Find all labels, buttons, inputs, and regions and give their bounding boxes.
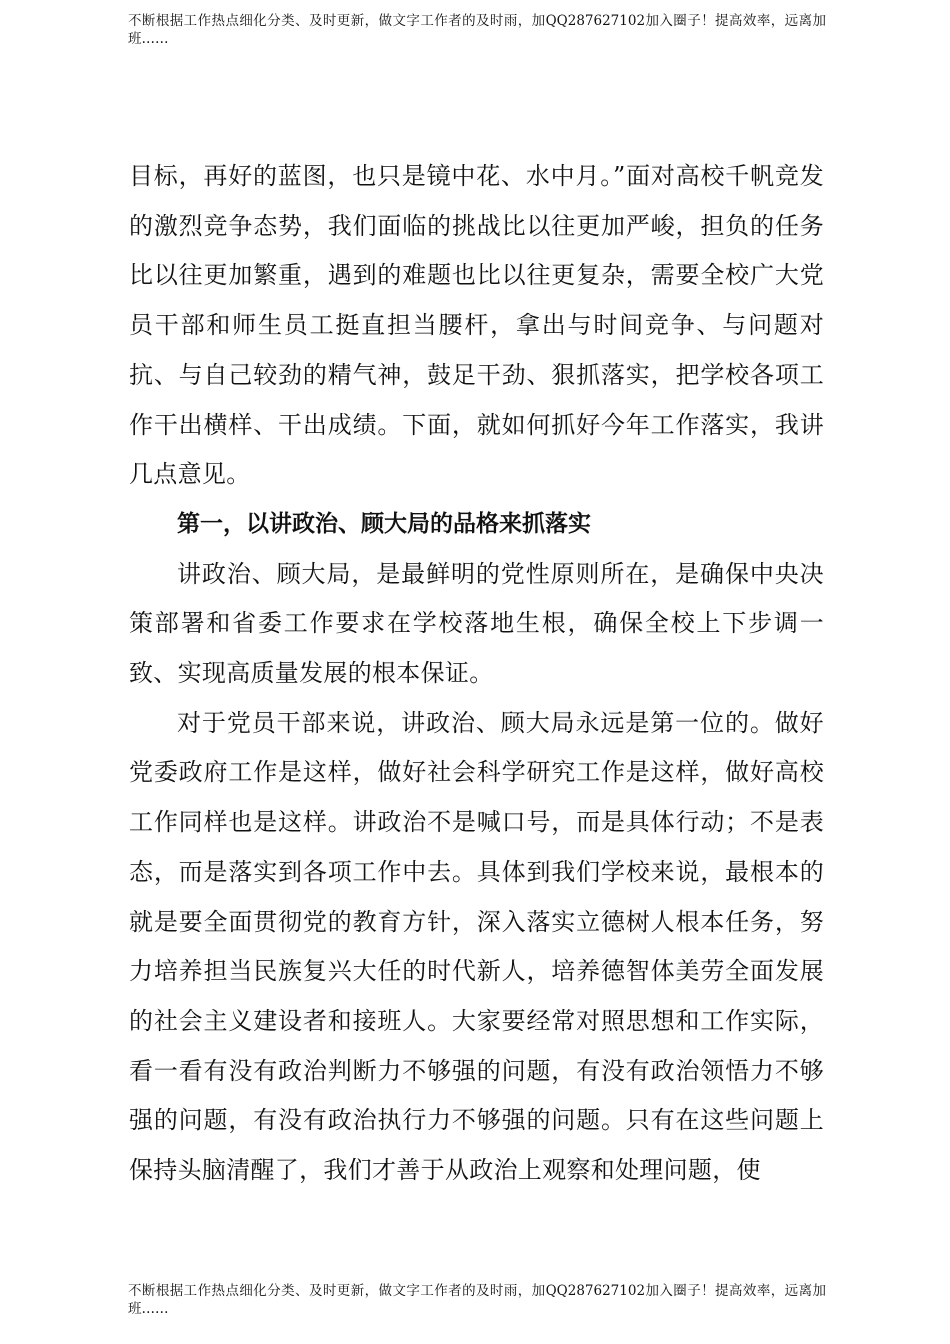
page-header: 不断根据工作热点细化分类、及时更新，做文字工作者的及时雨，加QQ287627102加入圈子！提高效率，远离加班…… [128, 13, 826, 47]
section-heading: 第一，以讲政治、顾大局的品格来抓落实 [177, 510, 591, 537]
paragraph: 讲政治、顾大局，是最鲜明的党性原则所在，是确保中央决策部署和省委工作要求在学校落地生根，确保全校上下步调一致、实现高质量发展的根本保证。 [129, 559, 824, 688]
paragraph-continued: 目标，再好的蓝图，也只是镜中花、水中月。”面对高校千帆竞发的激烈竞争态势，我们面临的挑战比以往更加严峻，担负的任务比以往更加繁重，遇到的难题也比以往更复杂，需要全校广大党员干部和师生员工挺直担当腰杆，拿出与时间竞争、与问题对抗、与自己较劲的精气神，鼓足干劲、狠抓落实，把学校各项工作干出横样、干出成绩。下面，就如何抓好今年工作落实，我讲几点意见。 [129, 162, 824, 489]
page-footer: 不断根据工作热点细化分类、及时更新，做文字工作者的及时雨，加QQ287627102加入圈子！提高效率，远离加班…… [128, 1283, 826, 1317]
paragraph: 对于党员干部来说，讲政治、顾大局永远是第一位的。做好党委政府工作是这样，做好社会科学研究工作是这样，做好高校工作同样也是这样。讲政治不是喊口号，而是具体行动；不是表态，而是落实到各项工作中去。具体到我们学校来说，最根本的就是要全面贯彻党的教育方针，深入落实立德树人根本任务，努力培养担当民族复兴大任的时代新人，培养德智体美劳全面发展的社会主义建设者和接班人。大家要经常对照思想和工作实际，看一看有没有政治判断力不够强的问题，有没有政治领悟力不够强的问题，有没有政治执行力不够强的问题。只有在这些问题上保持头脑清醒了，我们才善于从政治上观察和处理问题，使 [129, 708, 824, 1185]
document-body [129, 152, 824, 1196]
